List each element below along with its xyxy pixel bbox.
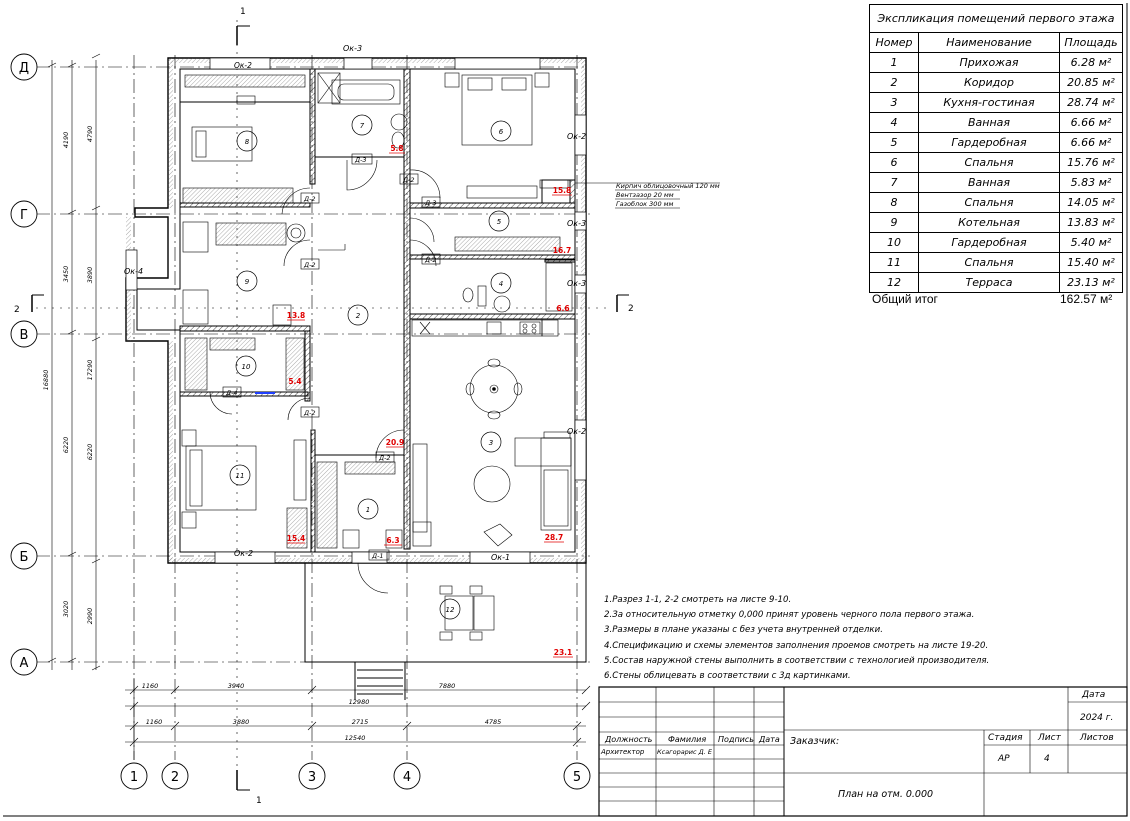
wall-spec-2: Вентзазор 20 мм xyxy=(616,191,674,199)
area-tag-7: 5.8 xyxy=(390,144,404,153)
window-label-4: Ок-4 xyxy=(124,267,144,276)
window-openings xyxy=(126,58,586,563)
wall-spec-1: Кирпич облицовочный 120 мм xyxy=(616,182,720,190)
explication-title: Экспликация помещений первого этажа xyxy=(870,5,1123,33)
note-5: 5.Состав наружной стены выполнить в соответствии с технологией производителя. xyxy=(604,655,990,666)
left-dimension-text xyxy=(42,126,94,625)
window-label-2a: Ок-2 xyxy=(234,61,252,70)
note-3: 3.Размеры в плане указаны с без учета внутренней отделки. xyxy=(604,625,883,636)
area-tags xyxy=(287,144,573,657)
row-name: Спальня xyxy=(919,153,1060,173)
stamp-stage: АР xyxy=(998,754,1010,764)
room-num-1: 1 xyxy=(365,506,371,514)
room-num-9: 9 xyxy=(244,278,250,286)
stamp-plan-title: План на отм. 0.000 xyxy=(838,789,934,800)
row-number: 7 xyxy=(870,173,919,193)
area-tag-10: 5.4 xyxy=(288,377,302,386)
room-num-6: 6 xyxy=(498,128,504,136)
stamp-sheet: 4 xyxy=(1044,754,1050,764)
header-area: Площадь xyxy=(1060,33,1123,53)
axis-col-1: 1 xyxy=(129,770,139,785)
room-num-8: 8 xyxy=(244,138,250,146)
axis-row-g: Г xyxy=(20,208,28,223)
row-area: 13.83 м² xyxy=(1060,213,1123,233)
axis-row-b: Б xyxy=(19,550,29,565)
dim-bot-top-2: 3940 xyxy=(227,682,245,690)
stamp-role: Архитектор xyxy=(601,748,645,756)
door-label-2c: Д-2 xyxy=(403,176,415,184)
door-label-2b: Д-2 xyxy=(304,261,316,269)
explication-row xyxy=(870,113,1123,133)
explication-row xyxy=(870,153,1123,173)
area-tag-2: 20.9 xyxy=(385,438,405,447)
dim-bot-top-1: 1160 xyxy=(141,682,159,690)
row-name: Гардеробная xyxy=(919,133,1060,153)
stamp-customer: Заказчик: xyxy=(790,736,840,747)
dim-bot-bot-total: 12540 xyxy=(344,734,366,742)
area-tag-12: 23.1 xyxy=(553,648,573,657)
dim-left-total-1: 16880 xyxy=(42,369,50,391)
stamp-col-position: Должность xyxy=(605,735,653,744)
row-number: 11 xyxy=(870,253,919,273)
explication-rows xyxy=(870,53,1123,293)
row-area: 6.66 м² xyxy=(1060,133,1123,153)
row-area: 5.40 м² xyxy=(1060,233,1123,253)
total-label: Общий итог xyxy=(872,292,938,306)
room-num-3: 3 xyxy=(488,439,494,447)
axis-row-a: А xyxy=(19,656,29,671)
row-name: Спальня xyxy=(919,193,1060,213)
row-number: 2 xyxy=(870,73,919,93)
bottom-dimension-text xyxy=(142,682,502,742)
row-area: 28.74 м² xyxy=(1060,93,1123,113)
area-tag-1: 6.3 xyxy=(386,536,400,545)
row-area: 5.83 м² xyxy=(1060,173,1123,193)
window-label-3a: Ок-3 xyxy=(567,219,587,228)
stamp-stage-label: Стадия xyxy=(988,733,1023,743)
section-1-bottom: 1 xyxy=(256,796,262,806)
explication-row xyxy=(870,93,1123,113)
room-num-4: 4 xyxy=(498,280,504,288)
area-tag-11: 15.4 xyxy=(286,534,306,543)
row-number: 1 xyxy=(870,53,919,73)
dim-bot-bot-3: 2715 xyxy=(351,718,369,726)
section-1-top: 1 xyxy=(240,7,246,17)
window-label-top: Ок-3 xyxy=(343,44,363,53)
row-number: 10 xyxy=(870,233,919,253)
area-tag-5: 16.7 xyxy=(552,246,572,255)
section-line-2 xyxy=(32,295,629,312)
row-name: Котельная xyxy=(919,213,1060,233)
window-label-b1: Ок-1 xyxy=(491,553,511,562)
room-num-11: 11 xyxy=(235,472,245,480)
row-area: 15.40 м² xyxy=(1060,253,1123,273)
axis-row-d: Д xyxy=(18,61,30,76)
axis-row-v: В xyxy=(19,328,29,343)
door-label-2e: Д-2 xyxy=(304,409,316,417)
row-name: Гардеробная xyxy=(919,233,1060,253)
header-number: Номер xyxy=(870,33,919,53)
dim-bot-bot-4: 4785 xyxy=(484,718,502,726)
door-label-2a: Д-2 xyxy=(304,195,316,203)
stamp-sheets-label: Листов xyxy=(1080,733,1114,743)
door-label-3a: Д-3 xyxy=(355,156,367,164)
explication-row xyxy=(870,273,1123,293)
stamp-sheet-label: Лист xyxy=(1038,733,1061,743)
dim-left-mid-4: 2990 xyxy=(86,607,94,625)
axis-labels xyxy=(19,61,581,785)
dim-bot-top-3: 7880 xyxy=(438,682,456,690)
area-tag-3: 28.7 xyxy=(544,533,564,542)
row-area: 14.05 м² xyxy=(1060,193,1123,213)
dim-left-mid-2: 3890 xyxy=(86,266,94,284)
axis-col-4: 4 xyxy=(402,770,412,785)
note-2: 2.За относительную отметку 0,000 принят уровень черного пола первого этажа. xyxy=(604,610,975,621)
room-num-7: 7 xyxy=(359,122,365,130)
door-label-1: Д-1 xyxy=(372,552,384,560)
explication-row xyxy=(870,53,1123,73)
dim-left-outer-2: 3450 xyxy=(62,265,70,283)
header-name: Наименование xyxy=(919,33,1060,53)
drawing-notes xyxy=(604,593,989,684)
dim-left-outer-1: 4190 xyxy=(62,131,70,149)
section-2-right: 2 xyxy=(628,304,634,314)
stamp-person: Ксагорарис Д. Е xyxy=(657,748,712,756)
wall-spec-3: Газоблок 300 мм xyxy=(616,200,674,208)
window-label-3b: Ок-3 xyxy=(567,279,587,288)
section-labels xyxy=(14,7,634,806)
row-number: 5 xyxy=(870,133,919,153)
dim-bot-bot-1: 1160 xyxy=(145,718,163,726)
row-name: Спальня xyxy=(919,253,1060,273)
row-area: 6.66 м² xyxy=(1060,113,1123,133)
dim-left-outer-3: 6220 xyxy=(62,436,70,454)
row-number: 9 xyxy=(870,213,919,233)
row-area: 6.28 м² xyxy=(1060,53,1123,73)
room-explication-table xyxy=(869,4,1123,293)
room-num-2: 2 xyxy=(355,312,361,320)
opening-labels xyxy=(124,44,586,562)
area-tag-6: 15.8 xyxy=(552,186,572,195)
section-2-left: 2 xyxy=(14,305,20,315)
window-label-2b: Ок-2 xyxy=(567,132,587,141)
row-name: Коридор xyxy=(919,73,1060,93)
axis-col-3: 3 xyxy=(307,770,317,785)
explication-row xyxy=(870,193,1123,213)
row-number: 6 xyxy=(870,153,919,173)
window-label-b2a: Ок-2 xyxy=(234,549,254,558)
explication-row xyxy=(870,253,1123,273)
row-name: Ванная xyxy=(919,113,1060,133)
window-label-2c: Ок-2 xyxy=(567,427,587,436)
dim-left-mid-3: 6220 xyxy=(86,443,94,461)
note-4: 4.Спецификацию и схемы элементов заполнения проемов смотреть на листе 19-20. xyxy=(604,640,989,651)
exterior-walls xyxy=(126,58,586,563)
area-tag-4: 6.6 xyxy=(556,304,570,313)
stamp-col-surname: Фамилия xyxy=(668,735,707,744)
explication-row xyxy=(870,73,1123,93)
explication-row xyxy=(870,173,1123,193)
row-number: 8 xyxy=(870,193,919,213)
door-label-2f: Д-2 xyxy=(379,454,391,462)
dim-left-outer-4: 3020 xyxy=(62,600,70,618)
explication-row xyxy=(870,213,1123,233)
door-label-2d: Д-2 xyxy=(425,256,437,264)
row-area: 20.85 м² xyxy=(1060,73,1123,93)
wall-spec-text xyxy=(616,182,720,208)
note-6: 6.Стены облицевать в соответствии с 3д картинками. xyxy=(604,671,851,682)
note-1: 1.Разрез 1-1, 2-2 смотреть на листе 9-10. xyxy=(604,595,792,605)
axis-bubbles xyxy=(11,54,590,789)
axis-col-2: 2 xyxy=(170,770,180,785)
total-value: 162.57 м² xyxy=(1060,292,1113,306)
explication-row xyxy=(870,133,1123,153)
room-num-12: 12 xyxy=(445,606,455,614)
row-name: Терраса xyxy=(919,273,1060,293)
stamp-col-date: Дата xyxy=(759,735,780,744)
room-num-5: 5 xyxy=(496,218,502,226)
dim-bot-bot-2: 3880 xyxy=(232,718,250,726)
explication-row xyxy=(870,233,1123,253)
stamp-date-label: Дата xyxy=(1082,690,1106,700)
row-area: 15.76 м² xyxy=(1060,153,1123,173)
area-tag-9: 13.8 xyxy=(286,311,306,320)
row-number: 4 xyxy=(870,113,919,133)
axis-col-5: 5 xyxy=(572,770,582,785)
row-name: Прихожая xyxy=(919,53,1060,73)
row-name: Ванная xyxy=(919,173,1060,193)
dim-left-mid-1: 4790 xyxy=(86,125,94,143)
row-name: Кухня-гостиная xyxy=(919,93,1060,113)
dim-left-total-2: 17290 xyxy=(86,359,94,381)
door-label-4: Д-4 xyxy=(226,389,238,397)
row-area: 23.13 м² xyxy=(1060,273,1123,293)
stamp-col-sign: Подпись xyxy=(718,735,754,744)
interior-walls xyxy=(180,69,586,700)
stamp-year: 2024 г. xyxy=(1080,713,1114,723)
door-label-3b: Д-3 xyxy=(425,199,437,207)
dim-bot-top-total: 12980 xyxy=(348,698,370,706)
row-number: 12 xyxy=(870,273,919,293)
room-num-10: 10 xyxy=(241,363,251,371)
row-number: 3 xyxy=(870,93,919,113)
